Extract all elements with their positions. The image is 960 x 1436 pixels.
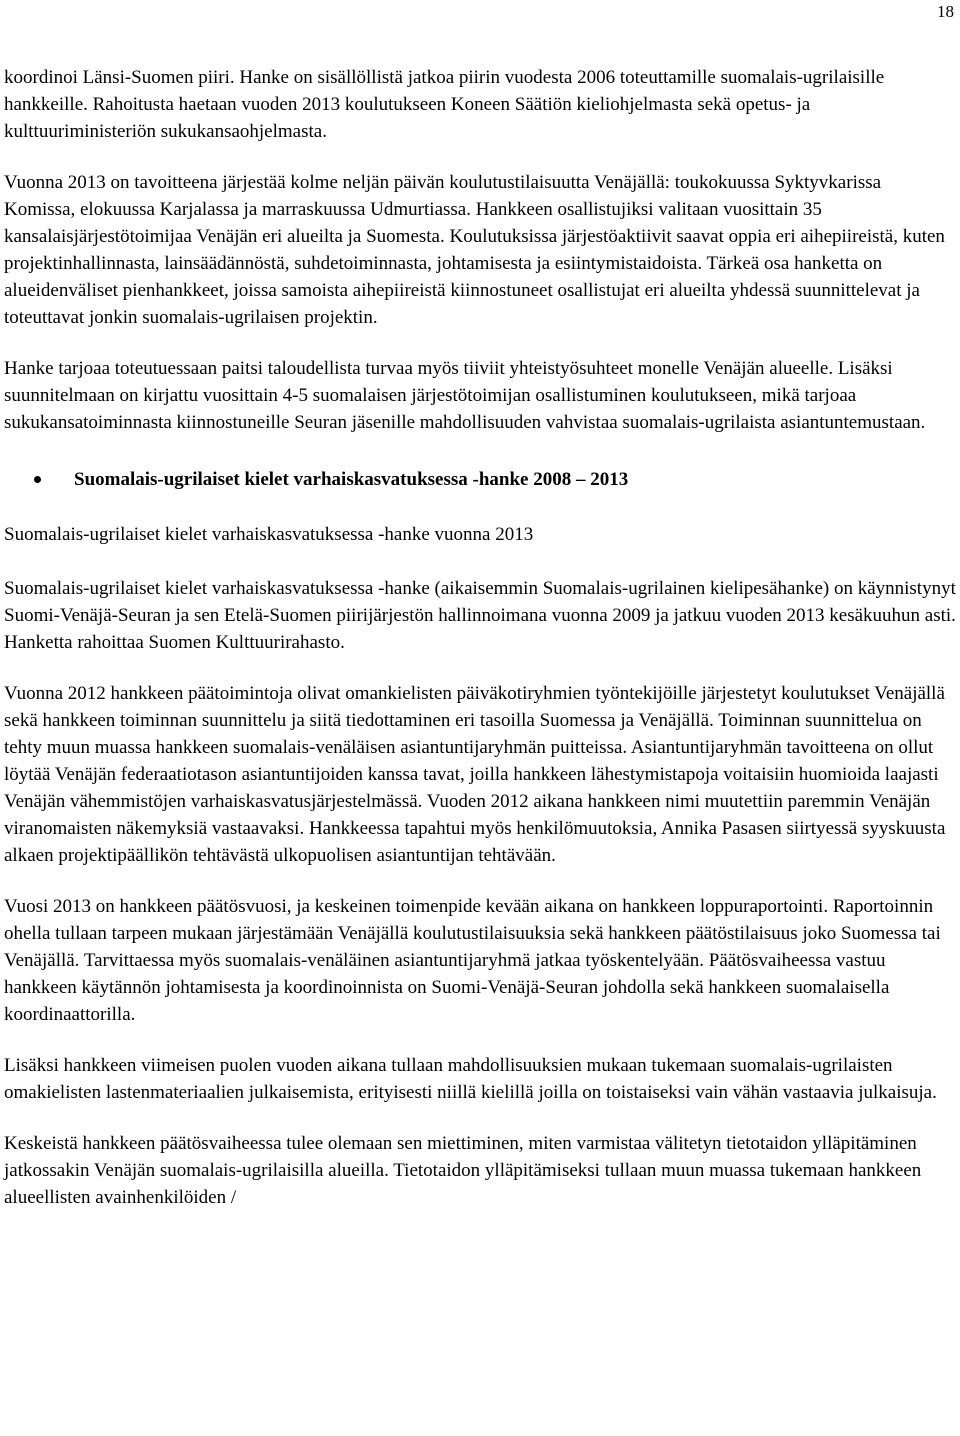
paragraph-project-benefits: Hanke tarjoaa toteutuessaan paitsi taloudellista turvaa myös tiiviit yhteistyösuhteet monelle Venäjän alueelle. Lisäksi suunnitelmaan on kirjattu vuosittain 4-5 suomalaisen järjestötoimijan osallistuminen koulutukseen, mikä tarjoaa sukukansatoiminnasta kiinnostuneille Seuran jäsenille mahdollisuuden vahvistaa suomalais-ugrilaista asiantuntemustaan. [4,358,926,433]
section-heading [4,466,956,493]
bullet-icon [34,476,41,483]
paragraph-children-materials: Lisäksi hankkeen viimeisen puolen vuoden aikana tullaan mahdollisuuksien mukaan tukemaan suomalais-ugrilaisten omakielisten lastenmateriaalien julkaisemista, erityisesti niillä kielillä joilla on toistaiseksi vain vähän vastaavia julkaisuja. [4,1055,937,1103]
document-body [4,64,956,1235]
paragraph-activities-2012: Vuonna 2012 hankkeen päätoimintoja olivat omankielisten päiväkotiryhmien työntekijöille järjestetyt koulutukset Venäjällä sekä hankkeen toiminnan suunnittelu ja siitä tiedottaminen eri tasoilla Suomessa ja Venäjällä. Toiminnan suunnittelua on tehty muun muassa hankkeen suomalais-venäläisen asiantuntijaryhmän puitteissa. Asiantuntijaryhmän tavoitteena on ollut löytää Venäjän federaatiotason asiantuntijoiden kanssa tavat, joilla hankkeen lähestymistapoja voitaisiin huomioida laajasti Venäjän vähemmistöjen varhaiskasvatusjärjestelmässä. Vuoden 2012 aikana hankkeen nimi muutettiin paremmin Venäjän viranomaisten näkemyksiä vastaavaksi. Hankkeessa tapahtui myös henkilömuutoksia, Annika Pasasen siirtyessä syyskuusta alkaen projektipäällikön tehtävästä ulkopuolisen asiantuntijan tehtävään. [4,683,946,866]
paragraph-intro-continuation: koordinoi Länsi-Suomen piiri. Hanke on sisällöllistä jatkoa piirin vuodesta 2006 toteuttamille suomalais-ugrilaisille hankkeille. Rahoitusta haetaan vuoden 2013 koulutukseen Koneen Säätiön kieliohjelmasta sekä opetus- ja kulttuuriministeriön sukukansaohjelmasta. [4,67,885,142]
page-number: 18 [937,2,954,21]
paragraph-training-2013: Vuonna 2013 on tavoitteena järjestää kolme neljän päivän koulutustilaisuutta Venäjällä: toukokuussa Syktyvkarissa Komissa, elokuussa Karjalassa ja marraskuussa Udmurtiassa. Hankkeen osallistujiksi valitaan vuosittain 35 kansalaisjärjestötoimijaa Venäjän eri alueilta ja Suomesta. Koulutuksissa järjestöaktiivit saavat oppia eri aihepiireistä, kuten projektinhallinnasta, lainsäädännöstä, suhdetoiminnasta, johtamisesta ja esiintymistaidoista. Tärkeä osa hanketta on alueidenväliset pienhankkeet, joissa samoista aihepiireistä kiinnostuneet osallistujat eri alueilta yhdessä suunnittelevat ja toteuttavat jonkin suomalais-ugrilaisen projektin. [4,172,945,328]
paragraph-knowhow-maintenance: Keskeistä hankkeen päätösvaiheessa tulee olemaan sen miettiminen, miten varmistaa välitetyn tietotaidon ylläpitäminen jatkossakin Venäjän suomalais-ugrilaisilla alueilla. Tietotaidon ylläpitämiseksi tullaan muun muassa tukemaan hankkeen alueellisten avainhenkilöiden / [4,1133,922,1208]
paragraph-final-year-2013: Vuosi 2013 on hankkeen päätösvuosi, ja keskeinen toimenpide kevään aikana on hankkeen loppuraportointi. Raportoinnin ohella tullaan tarpeen mukaan järjestämään Venäjällä koulutustilaisuuksia sekä hankkeen päätöstilaisuus joko Suomessa tai Venäjällä. Tarvittaessa myös suomalais-venäläinen asiantuntijaryhmä jatkaa työskentelyään. Päätösvaiheessa vastuu hankkeen käytännön johtamisesta ja koordinoinnista on Suomi-Venäjä-Seuran johdolla sekä hankkeen suomalaisella koordinaattorilla. [4,896,941,1025]
section-heading-text: Suomalais-ugrilaiset kielet varhaiskasvatuksessa -hanke 2008 – 2013 [74,469,629,490]
paragraph-subheading: Suomalais-ugrilaiset kielet varhaiskasvatuksessa -hanke vuonna 2013 [4,524,534,545]
paragraph-project-background: Suomalais-ugrilaiset kielet varhaiskasvatuksessa -hanke (aikaisemmin Suomalais-ugrilainen kielipesähanke) on käynnistynyt Suomi-Venäjä-Seuran ja sen Etelä-Suomen piirijärjestön hallinnoimana vuonna 2009 ja jatkuu vuoden 2013 kesäkuuhun asti. Hanketta rahoittaa Suomen Kulttuurirahasto. [4,578,956,653]
